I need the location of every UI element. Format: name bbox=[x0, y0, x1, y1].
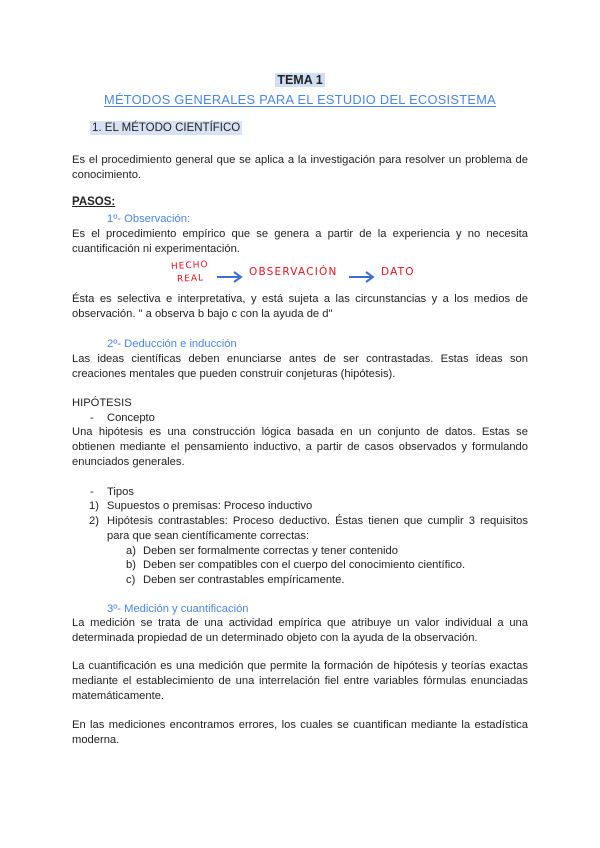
medicion-paragraph-3: En las mediciones encontramos errores, los cuales se cuantifican mediante la estadística moderna. bbox=[72, 719, 528, 747]
hipotesis-paragraph: Una hipótesis es una construcción lógica basada en un conjunto de datos. Estas se obtienen mediante el pensamiento inductivo, a partir de casos observados y formulando enunciados generales. bbox=[72, 426, 528, 469]
concepto-bullet: - bbox=[90, 412, 94, 424]
dato-label: DATO bbox=[381, 266, 415, 278]
observacion-label: OBSERVACIÓN bbox=[249, 266, 338, 278]
intro-paragraph: Es el procedimiento general que se aplica a la investigación para resolver un problema de conocimiento. bbox=[72, 154, 528, 182]
tipo-1: Supuestos o premisas: Proceso inductivo bbox=[107, 500, 313, 512]
tipo-2: Hipótesis contrastables: Proceso deductivo. Éstas tienen que cumplir 3 requisitos para que sean científicamente correctas: bbox=[107, 515, 528, 543]
deduccion-heading: 2º- Deducción e inducción bbox=[107, 338, 237, 350]
list-number: 1) bbox=[89, 500, 99, 512]
tipos-bullet: - bbox=[90, 486, 94, 498]
arrow-icon bbox=[347, 269, 377, 283]
list-number: 2) bbox=[89, 515, 99, 527]
requisito-c: Deben ser contrastables empíricamente. bbox=[143, 574, 345, 586]
section-heading: 1. EL MÉTODO CIENTÍFICO bbox=[92, 122, 241, 134]
list-letter: c) bbox=[126, 574, 136, 586]
real-label: REAL bbox=[176, 273, 205, 285]
medicion-heading: 3º- Medición y cuantificación bbox=[107, 603, 249, 615]
concepto-label: Concepto bbox=[107, 412, 155, 424]
hecho-label: HECHO bbox=[170, 260, 209, 272]
pasos-heading: PASOS: bbox=[72, 196, 116, 208]
observacion-paragraph-2: Ésta es selectiva e interpretativa, y está sujeta a las circunstancias y a los medios de observación. " a observa b bajo c con la ayuda de d" bbox=[72, 293, 528, 321]
requisito-a: Deben ser formalmente correctas y tener contenido bbox=[143, 545, 398, 557]
document-subtitle: MÉTODOS GENERALES PARA EL ESTUDIO DEL ECOSISTEMA bbox=[103, 92, 496, 107]
tipos-label: Tipos bbox=[107, 486, 134, 498]
deduccion-paragraph: Las ideas científicas deben enunciarse antes de ser contrastadas. Estas ideas son creaciones mentales que pueden construir conjeturas (hipótesis). bbox=[72, 353, 528, 381]
hipotesis-title: HIPÓTESIS bbox=[72, 397, 132, 409]
list-letter: b) bbox=[126, 559, 136, 571]
list-letter: a) bbox=[126, 545, 136, 557]
observacion-paragraph: Es el procedimiento empírico que se genera a partir de la experiencia y no necesita cuantificación ni experimentación. bbox=[72, 228, 528, 256]
requisito-b: Deben ser compatibles con el cuerpo del conocimiento científico. bbox=[143, 559, 466, 571]
arrow-icon bbox=[215, 269, 245, 283]
medicion-paragraph-2: La cuantificación es una medición que permite la formación de hipótesis y teorías exactas mediante el establecimiento de una interrelación fiel entre variables fórmulas enunciadas matemáticamente. bbox=[72, 660, 528, 703]
handwritten-diagram bbox=[165, 259, 435, 291]
medicion-paragraph-1: La medición se trata de una actividad empírica que atribuye un valor individual a una determinada propiedad de un determinado objeto con la ayuda de la observación. bbox=[72, 617, 528, 645]
observacion-heading: 1º- Observación: bbox=[107, 213, 191, 225]
document-title: TEMA 1 bbox=[277, 73, 323, 87]
